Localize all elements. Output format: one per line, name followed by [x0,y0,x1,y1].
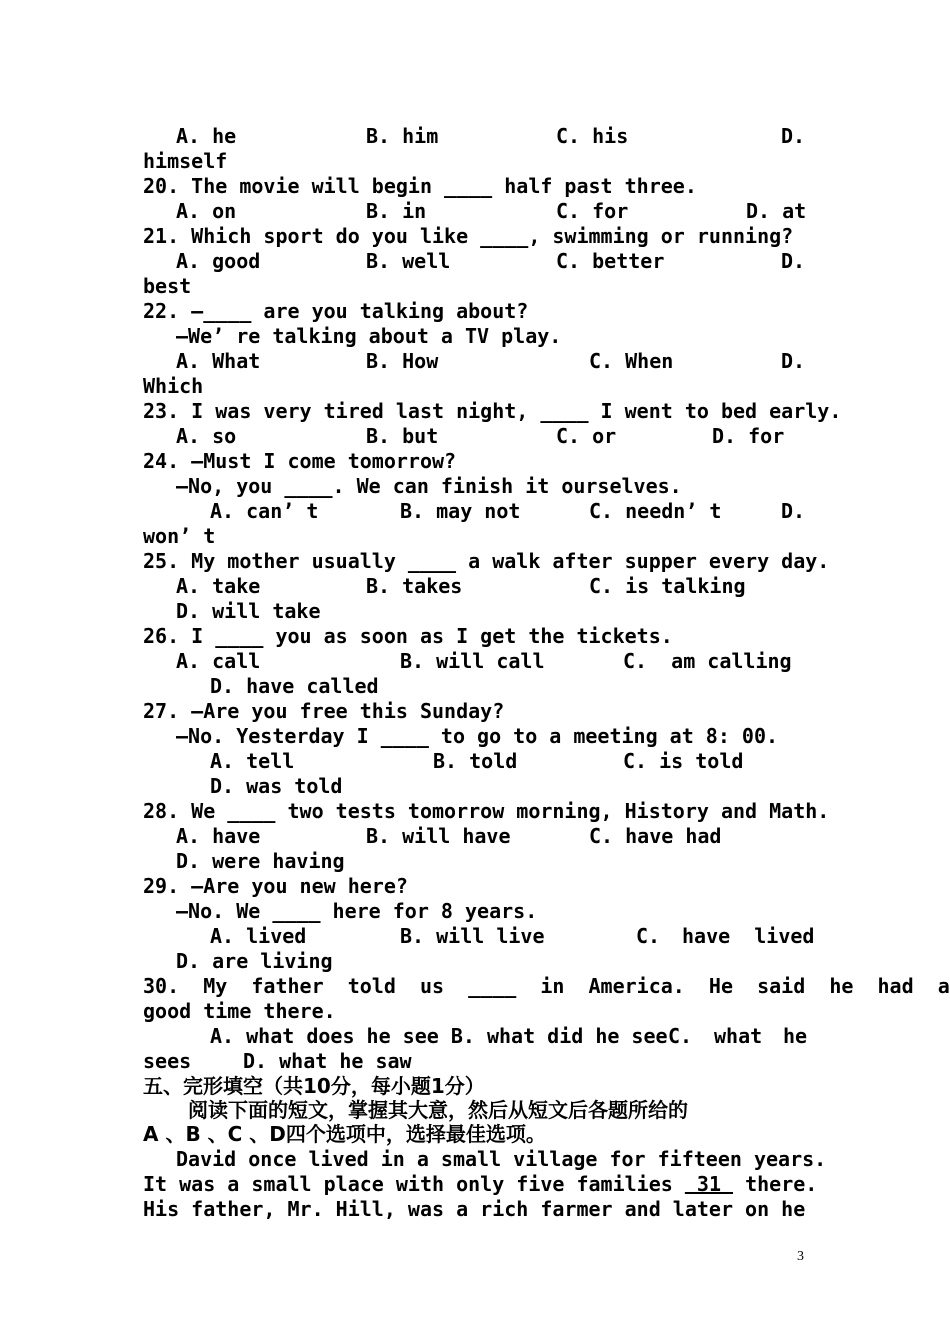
q26-option-b: B. will call [400,649,545,673]
passage-line-1: David once lived in a small village for fifteen years. [176,1147,827,1171]
q30-option-c-label: C. [668,1024,693,1048]
q19-option-a: A. he [176,124,237,148]
q28-option-d: D. were having [176,849,345,873]
q24-response: —No, you ____. We can finish it ourselves. [176,474,682,498]
q25-option-a: A. take [176,574,261,598]
q24-option-b: B. may not [400,499,521,523]
q24-option-d-label: D. [781,499,806,523]
q23-stem: 23. I was very tired last night, ____ I went to bed early. [143,399,842,423]
q29-option-c-label: C. [636,924,661,948]
page-number: 3 [797,1249,804,1264]
q21-option-a: A. good [176,249,261,273]
q20-option-b: B. in [366,199,427,223]
q23-option-b: B. but [366,424,439,448]
section-5-heading: 五、完形填空（共10分，每小题1分） [143,1074,485,1098]
q22-response: —We’ re talking about a TV play. [176,324,562,348]
q26-option-a: A. call [176,649,261,673]
q22-option-d-text: Which [143,374,204,398]
q27-option-b: B. told [433,749,518,773]
q28-option-b: B. will have [366,824,511,848]
q23-option-c: C. or [556,424,617,448]
q21-option-c: C. better [556,249,665,273]
q26-option-c: C. am calling [623,649,792,673]
passage-line-2-text: It was a small place with only five families [143,1172,685,1196]
q25-stem: 25. My mother usually ____ a walk after supper every day. [143,549,830,573]
q24-option-a: A. can’ t [210,499,319,523]
q28-option-a: A. have [176,824,261,848]
blank-31: 31 [684,1172,734,1196]
q30-stem: 30. My father told us ____ in America. He said he had a [143,974,950,998]
q22-option-a: A. What [176,349,261,373]
q30-option-c-word1: what [714,1024,763,1048]
q28-stem: 28. We ____ two tests tomorrow morning, History and Math. [143,799,830,823]
q21-stem: 21. Which sport do you like ____, swimming or running? [143,224,794,248]
q27-option-d: D. was told [210,774,343,798]
q29-option-b: B. will live [400,924,545,948]
q24-option-c: C. needn’ t [589,499,722,523]
q19-option-d-label: D. [781,124,806,148]
q19-option-d-text: himself [143,149,228,173]
q29-option-d: D. are living [176,949,333,973]
q20-option-a: A. on [176,199,237,223]
q19-option-b: B. him [366,124,439,148]
q24-option-d-text: won’ t [143,524,216,548]
q30-option-c-word3: sees [143,1049,192,1073]
q29-option-c-text: have lived [682,924,815,948]
q22-stem: 22. —____ are you talking about? [143,299,529,323]
q29-option-a: A. lived [210,924,307,948]
q26-option-d: D. have called [210,674,379,698]
q23-option-a: A. so [176,424,237,448]
q30-stem-continued: good time there. [143,999,336,1023]
q30-options-a-b: A. what does he see B. what did he see [210,1024,668,1048]
passage-line-2-end: there. [733,1172,818,1196]
q27-stem: 27. —Are you free this Sunday? [143,699,505,723]
section-5-instructions-continued: A 、B 、C 、D四个选项中，选择最佳选项。 [143,1122,546,1146]
q26-stem: 26. I ____ you as soon as I get the tickets. [143,624,673,648]
q30-option-d: D. what he saw [243,1049,412,1073]
q27-option-c: C. is told [623,749,744,773]
q25-option-c: C. is talking [589,574,746,598]
q21-option-b: B. well [366,249,451,273]
q20-option-d: D. at [746,199,807,223]
passage-line-2 [143,1172,817,1197]
q22-option-d-label: D. [781,349,806,373]
q20-stem: 20. The movie will begin ____ half past three. [143,174,697,198]
q27-response: —No. Yesterday I ____ to go to a meeting at 8: 00. [176,724,779,748]
passage-line-3: His father, Mr. Hill, was a rich farmer and later on he [143,1197,806,1221]
q30-option-c-word2: he [783,1024,808,1048]
q20-option-c: C. for [556,199,629,223]
q22-option-c: C. When [589,349,674,373]
section-5-instructions: 阅读下面的短文，掌握其大意，然后从短文后各题所给的 [188,1098,688,1122]
q19-option-c: C. his [556,124,629,148]
q28-option-c: C. have had [589,824,722,848]
q24-stem: 24. —Must I come tomorrow? [143,449,457,473]
q29-stem: 29. —Are you new here? [143,874,408,898]
q21-option-d-label: D. [781,249,806,273]
q25-option-d: D. will take [176,599,321,623]
q25-option-b: B. takes [366,574,463,598]
q27-option-a: A. tell [210,749,295,773]
q23-option-d: D. for [712,424,785,448]
q29-response: —No. We ____ here for 8 years. [176,899,538,923]
q22-option-b: B. How [366,349,439,373]
q21-option-d-text: best [143,274,192,298]
